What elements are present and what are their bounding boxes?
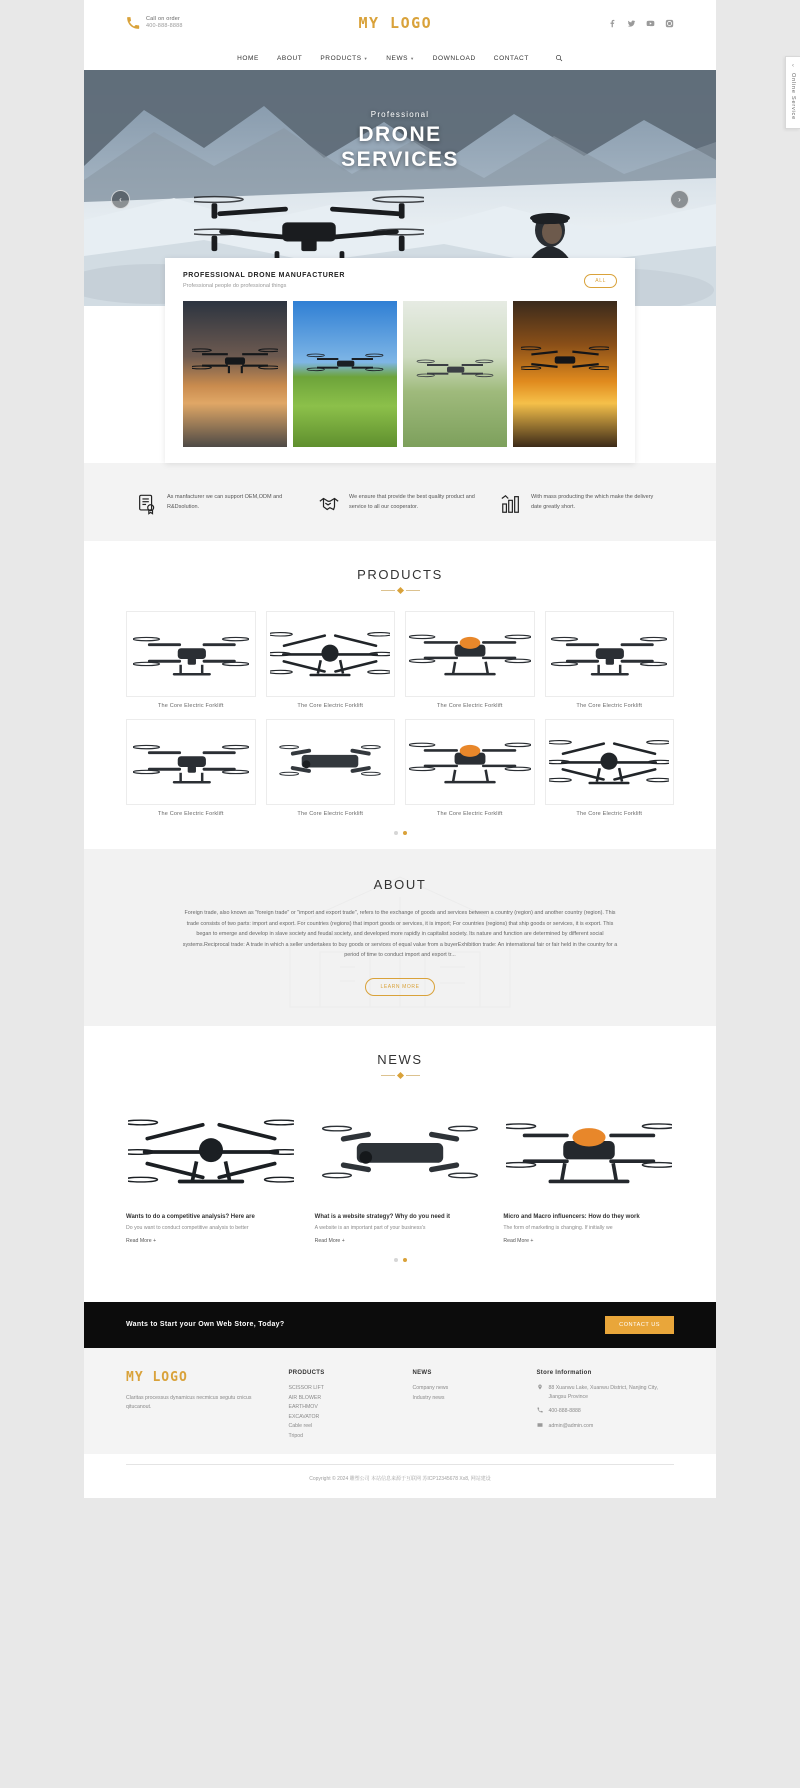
nav-item-contact[interactable] bbox=[494, 55, 529, 62]
drone-agriculture-icon bbox=[506, 1106, 672, 1198]
footer-news-column bbox=[413, 1370, 523, 1442]
news-read-more-link[interactable]: Read More + bbox=[126, 1237, 157, 1244]
nav-label: CONTACT bbox=[493, 54, 529, 62]
about-button-wrap bbox=[84, 975, 716, 996]
product-thumb bbox=[405, 719, 535, 805]
cta-banner bbox=[84, 1302, 716, 1348]
footer-column-title: PRODUCTS bbox=[288, 1369, 325, 1376]
footer-link[interactable]: SCISSOR LIFT bbox=[288, 1384, 324, 1391]
gallery-item-4[interactable] bbox=[513, 301, 617, 447]
online-service-tab[interactable] bbox=[785, 56, 800, 129]
website-container bbox=[84, 0, 716, 1498]
footer-products-list bbox=[289, 1384, 399, 1442]
carousel-dot-active[interactable] bbox=[403, 831, 407, 835]
drone-hexa-icon bbox=[549, 732, 669, 792]
intro-heading bbox=[183, 272, 617, 289]
phone-icon bbox=[537, 1407, 544, 1417]
intro-title: PROFESSIONAL DRONE MANUFACTURER bbox=[183, 272, 345, 279]
product-thumb bbox=[545, 719, 675, 805]
certificate-icon bbox=[136, 493, 158, 515]
ornament-line bbox=[406, 590, 420, 591]
youtube-icon[interactable] bbox=[646, 19, 655, 28]
products-grid bbox=[84, 593, 716, 817]
nav-label: ABOUT bbox=[276, 54, 303, 62]
news-headline: Wants to do a competitive analysis? Here are bbox=[126, 1213, 255, 1220]
about-inner bbox=[84, 877, 716, 996]
product-card[interactable] bbox=[545, 719, 675, 817]
about-title: ABOUT bbox=[373, 877, 427, 892]
news-card[interactable] bbox=[126, 1100, 297, 1244]
nav-item-download[interactable] bbox=[433, 55, 476, 62]
product-caption: The Core Electric Forklift bbox=[576, 703, 643, 709]
nav-label: NEWS bbox=[386, 54, 409, 62]
intro-all-button[interactable]: ALL bbox=[584, 274, 617, 288]
news-desc: A website is an important part of your business's bbox=[314, 1224, 426, 1231]
nav-label: HOME bbox=[237, 54, 259, 62]
news-grid bbox=[84, 1078, 716, 1244]
feature-item bbox=[318, 493, 482, 515]
footer-link[interactable]: AIR BLOWER bbox=[288, 1394, 322, 1401]
feature-item bbox=[136, 493, 300, 515]
footer-products-column bbox=[289, 1370, 399, 1442]
product-caption: The Core Electric Forklift bbox=[436, 703, 503, 709]
cta-text: Wants to Start your Own Web Store, Today? bbox=[126, 1321, 285, 1329]
drone-silhouette bbox=[415, 353, 495, 387]
product-card[interactable] bbox=[405, 611, 535, 709]
product-thumb bbox=[266, 611, 396, 697]
drone-folded-icon bbox=[275, 734, 385, 790]
news-card[interactable] bbox=[503, 1100, 674, 1244]
footer-column-title: Store Information bbox=[536, 1369, 592, 1376]
products-carousel-dots[interactable] bbox=[84, 817, 716, 839]
footer-column-title: NEWS bbox=[412, 1369, 432, 1376]
feature-text: We ensure that provide the best quality product and service to all our cooperator. bbox=[349, 494, 475, 510]
news-section bbox=[84, 1026, 716, 1276]
top-bar bbox=[84, 0, 716, 46]
footer-link[interactable]: Industry news bbox=[412, 1394, 445, 1401]
drone-quad-icon bbox=[551, 625, 667, 683]
news-headline: Micro and Macro influencers: How do they work bbox=[503, 1213, 640, 1220]
drone-hexa-icon bbox=[270, 624, 390, 684]
store-email[interactable]: admin@admin.com bbox=[548, 1422, 594, 1429]
product-card[interactable] bbox=[266, 611, 396, 709]
ornament-line bbox=[381, 1075, 395, 1076]
footer bbox=[84, 1348, 716, 1454]
footer-logo[interactable]: MY LOGO bbox=[126, 1369, 188, 1385]
product-thumb bbox=[545, 611, 675, 697]
gallery-item-1[interactable] bbox=[183, 301, 287, 447]
nav-item-news[interactable] bbox=[386, 55, 414, 62]
main-nav bbox=[84, 46, 716, 70]
product-card[interactable] bbox=[126, 719, 256, 817]
drone-silhouette bbox=[192, 343, 278, 379]
intro-subtitle: Professional people do professional things bbox=[183, 283, 287, 289]
call-number: 400-888-8888 bbox=[146, 23, 183, 29]
product-thumb bbox=[126, 611, 256, 697]
product-thumb bbox=[266, 719, 396, 805]
drone-silhouette bbox=[305, 347, 385, 381]
features-row bbox=[84, 493, 716, 515]
contact-us-button[interactable]: CONTACT US bbox=[605, 1316, 674, 1334]
news-desc: The form of marketing is changing. If initially we bbox=[503, 1224, 613, 1231]
carousel-next-button[interactable]: › bbox=[670, 190, 689, 209]
news-read-more-link[interactable]: Read More + bbox=[314, 1237, 345, 1244]
footer-brand bbox=[126, 1370, 275, 1442]
ornament-line bbox=[381, 590, 395, 591]
drone-agriculture-icon bbox=[409, 624, 531, 684]
store-email-line bbox=[537, 1422, 675, 1432]
product-thumb bbox=[405, 611, 535, 697]
product-card[interactable] bbox=[405, 719, 535, 817]
product-caption: The Core Electric Forklift bbox=[157, 703, 224, 709]
intro-gallery bbox=[183, 301, 617, 447]
learn-more-button[interactable]: LEARN MORE bbox=[365, 978, 434, 996]
product-card[interactable] bbox=[545, 611, 675, 709]
footer-link[interactable]: Company news bbox=[412, 1384, 449, 1391]
footer-store-column bbox=[537, 1370, 675, 1442]
news-headline: What is a website strategy? Why do you need it bbox=[314, 1213, 451, 1220]
news-title: NEWS bbox=[377, 1051, 423, 1067]
product-caption: The Core Electric Forklift bbox=[157, 811, 224, 817]
drone-silhouette bbox=[521, 341, 609, 379]
drone-quad-icon bbox=[133, 625, 249, 683]
product-thumb bbox=[126, 719, 256, 805]
call-text bbox=[146, 16, 183, 30]
nav-item-products[interactable] bbox=[320, 55, 368, 62]
store-address-line bbox=[537, 1384, 675, 1402]
drone-quad-icon bbox=[133, 733, 249, 791]
call-block bbox=[126, 16, 183, 30]
product-caption: The Core Electric Forklift bbox=[436, 811, 503, 817]
carousel-dot[interactable] bbox=[394, 1258, 398, 1262]
carousel-dot[interactable] bbox=[394, 831, 398, 835]
handshake-icon bbox=[318, 493, 340, 515]
footer-description: Claritas processus dynamicus necmicus segutu cnicus qitucanout. bbox=[126, 1394, 252, 1410]
news-carousel-dots[interactable] bbox=[84, 1244, 716, 1266]
nav-label: PRODUCTS bbox=[320, 54, 362, 62]
feature-text: As manfacturer we can support OEM,ODM and R&Dsolution. bbox=[167, 494, 283, 510]
chart-growth-icon bbox=[500, 493, 522, 515]
news-card[interactable] bbox=[315, 1100, 486, 1244]
drone-hexa-icon bbox=[128, 1105, 294, 1199]
hero-title-1: DRONE bbox=[358, 123, 442, 146]
product-card[interactable] bbox=[266, 719, 396, 817]
news-thumb bbox=[315, 1100, 486, 1204]
carousel-prev-button[interactable]: ‹ bbox=[111, 190, 130, 209]
footer-news-list bbox=[413, 1384, 523, 1403]
online-service-label: Online Service bbox=[790, 73, 796, 120]
twitter-icon[interactable] bbox=[627, 19, 636, 28]
news-thumb bbox=[503, 1100, 674, 1204]
drone-agriculture-icon bbox=[409, 732, 531, 792]
carousel-dot-active[interactable] bbox=[403, 1258, 407, 1262]
about-section bbox=[84, 849, 716, 1026]
footer-link[interactable]: Cable reel bbox=[288, 1423, 313, 1430]
gallery-item-2[interactable] bbox=[293, 301, 397, 447]
mail-icon bbox=[537, 1422, 544, 1432]
hero-title-2: SERVICES bbox=[341, 147, 459, 171]
nav-item-home[interactable] bbox=[237, 55, 259, 62]
feature-item bbox=[500, 493, 664, 515]
hero-kicker: Professional bbox=[370, 110, 430, 119]
products-title: PRODUCTS bbox=[357, 567, 443, 582]
ornament-line bbox=[406, 1075, 420, 1076]
intro-card bbox=[165, 258, 635, 463]
feature-text: With mass producting the which make the delivery date greatly short. bbox=[531, 494, 654, 510]
chevron-down-icon: ▼ bbox=[363, 55, 369, 61]
news-thumb bbox=[126, 1100, 297, 1204]
gallery-item-3[interactable] bbox=[403, 301, 507, 447]
social-links bbox=[608, 19, 674, 28]
store-address: 88 Xuanwu Lake, Xuanwu District, Nanjing City, Jiangsu Province bbox=[548, 1384, 658, 1400]
phone-icon bbox=[126, 16, 140, 30]
chevron-down-icon: ▼ bbox=[410, 55, 415, 61]
product-caption: The Core Electric Forklift bbox=[576, 811, 643, 817]
call-label: Call on order bbox=[146, 16, 181, 23]
products-section bbox=[84, 541, 716, 849]
chevron-left-icon[interactable]: ‹ bbox=[792, 63, 794, 69]
intro-section bbox=[84, 258, 716, 463]
product-card[interactable] bbox=[126, 611, 256, 709]
hero-text bbox=[84, 110, 716, 173]
product-caption: The Core Electric Forklift bbox=[297, 703, 364, 709]
drone-folded-icon bbox=[319, 1107, 481, 1197]
nav-label: DOWNLOAD bbox=[432, 54, 476, 62]
facebook-icon[interactable] bbox=[608, 19, 617, 28]
store-phone[interactable]: 400-888-8888 bbox=[548, 1407, 581, 1414]
site-logo[interactable]: MY LOGO bbox=[358, 14, 433, 32]
store-phone-line bbox=[537, 1407, 675, 1417]
search-icon[interactable] bbox=[555, 54, 563, 62]
footer-link[interactable]: EARTHMOV bbox=[288, 1404, 318, 1411]
location-icon bbox=[537, 1384, 544, 1402]
features-band bbox=[84, 463, 716, 541]
footer-link[interactable]: EXCAVATOR bbox=[288, 1413, 320, 1420]
footer-link[interactable]: Tripod bbox=[288, 1433, 304, 1440]
news-desc: Do you want to conduct competitive analysis to better bbox=[126, 1224, 249, 1231]
news-read-more-link[interactable]: Read More + bbox=[503, 1237, 534, 1244]
copyright: Copyright © 2024 雕塑公司 本站信息来源于互联网 苏ICP12345678 Xx8, 网站建设 bbox=[126, 1464, 674, 1498]
nav-item-about[interactable] bbox=[277, 55, 302, 62]
product-caption: The Core Electric Forklift bbox=[297, 811, 364, 817]
about-body: Foreign trade, also known as "foreign trade" or "import and export trade", refers to the exchange of goods and services between a country (region) and another country (region). This trade consists of two parts: import and export. For countries (regions) that import goods or services, it is import; For countries (regions) that ship goods or services, it is export. This began to emerge and develop in slave society and feudal society, and developed more rapidly in capitalist society. Its nature and function are determined by different social systems.Reciprocal trade: A trade in which a seller undertakes to buy goods or services of equal value from a buyerExhibition trade: An international fair or fair held in the country for a period of time to conduct import and export tr... bbox=[182, 910, 618, 959]
instagram-icon[interactable] bbox=[665, 19, 674, 28]
